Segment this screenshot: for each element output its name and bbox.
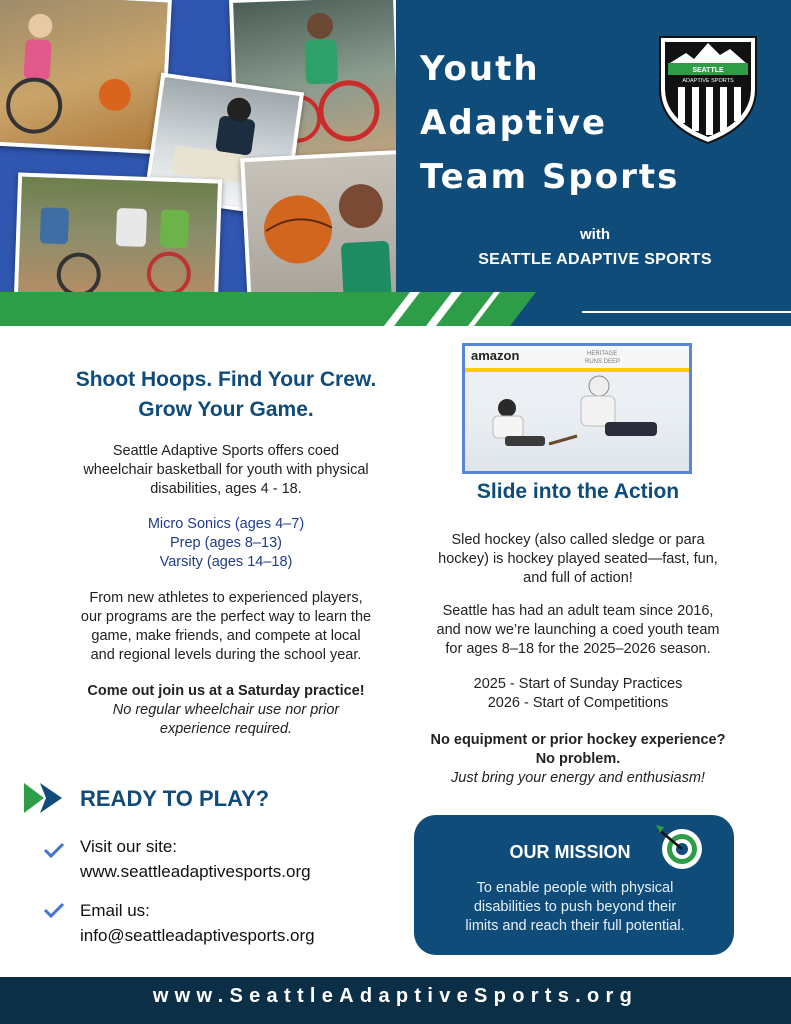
hockey-body: [410, 602, 746, 659]
cta-italic: Just bring your energy and enthusiasm!: [451, 770, 705, 786]
photo-girl-basketball: [0, 0, 172, 154]
visit-site: [80, 834, 311, 884]
hockey-heading: Slide into the Action: [476, 480, 680, 503]
mission-text: [430, 879, 720, 936]
timeline-item: 2026 - Start of Competitions: [487, 695, 669, 711]
ready-heading: READY TO PLAY?: [80, 786, 270, 811]
body-line: and regional levels during the school year.: [90, 647, 362, 663]
email-us: [80, 898, 315, 948]
basketball-heading: [40, 365, 412, 425]
mission-line: disabilities to push beyond their: [473, 899, 677, 915]
intro-line: Seattle Adaptive Sports offers coed: [112, 443, 340, 459]
intro-line: hockey) is hockey played seated—fast, fun,: [438, 551, 718, 567]
photo-girl-ball: [240, 150, 398, 292]
intro-line: wheelchair basketball for youth with physical: [83, 462, 369, 478]
green-stripe-band: [0, 292, 791, 326]
check-icon: [42, 900, 66, 920]
cta-italic-line: experience required.: [159, 721, 293, 737]
title-line-3: Team Sports: [420, 157, 680, 197]
basketball-intro: [46, 442, 406, 499]
division-item: Prep (ages 8–13): [169, 535, 283, 551]
intro-line: Sled hockey (also called sledge or para: [451, 532, 705, 548]
logo-text-top: SEATTLE: [692, 67, 724, 74]
sled-hockey-illustration: [465, 346, 689, 471]
mission-line: To enable people with physical: [476, 880, 674, 896]
body-line: game, make friends, and compete at local: [91, 628, 361, 644]
logo-text-bottom: ADAPTIVE SPORTS: [682, 78, 734, 84]
division-item: Varsity (ages 14–18): [159, 554, 293, 570]
target-icon: [654, 823, 704, 871]
division-list: [46, 515, 406, 572]
basketball-heading-line-1: Shoot Hoops. Find Your Crew.: [75, 368, 377, 391]
photo-board-text-b: HERITAGE: [587, 351, 618, 357]
body-line: Seattle has had an adult team since 2016,: [442, 603, 714, 619]
seattle-adaptive-sports-logo: [656, 33, 760, 145]
hockey-cta: [410, 731, 746, 788]
title-line-2: Adaptive: [420, 103, 608, 143]
girl-wheelchair-illustration: [0, 0, 168, 150]
photo-board-text-a: amazon: [471, 348, 520, 363]
email-label: Email us:: [80, 901, 150, 920]
website-link[interactable]: www.seattleadaptivesports.org: [80, 862, 311, 881]
email-link[interactable]: info@seattleadaptivesports.org: [80, 926, 315, 945]
division-item: Micro Sonics (ages 4–7): [147, 516, 305, 532]
timeline-item: 2025 - Start of Sunday Practices: [473, 676, 683, 692]
photo-board-text-c: RUNS DEEP: [585, 359, 621, 365]
body-line: our programs are the perfect way to learn the: [80, 609, 372, 625]
cta-bold-line: No equipment or prior hockey experience?: [430, 732, 726, 748]
mission-line: limits and reach their full potential.: [465, 918, 685, 934]
photo-group-wheelchairs: [14, 172, 222, 292]
check-icon: [42, 840, 66, 860]
basketball-body: [46, 589, 406, 665]
cta-bold: Come out join us at a Saturday practice!: [87, 683, 365, 699]
with-label: with: [580, 226, 610, 243]
body-line: and now we’re launching a coed youth team: [436, 622, 720, 638]
title-line-1: Youth: [420, 49, 540, 89]
body-line: From new athletes to experienced players,: [89, 590, 363, 606]
footer-url[interactable]: www.SeattleAdaptiveSports.org: [152, 985, 639, 1007]
cta-bold-line: No problem.: [535, 751, 621, 767]
girl-ball-illustration: [244, 154, 398, 292]
basketball-cta: [46, 682, 406, 739]
double-arrow-icon: [24, 783, 66, 813]
group-illustration: [18, 177, 218, 292]
mission-heading: OUR MISSION: [509, 842, 631, 862]
sled-hockey-photo: [462, 343, 692, 474]
intro-line: and full of action!: [523, 570, 633, 586]
org-name: SEATTLE ADAPTIVE SPORTS: [478, 251, 712, 268]
basketball-heading-line-2: Grow Your Game.: [138, 398, 314, 421]
hockey-timeline: [410, 675, 746, 713]
header-photo-collage: [0, 0, 398, 292]
intro-line: disabilities, ages 4 - 18.: [150, 481, 302, 497]
cta-italic-line: No regular wheelchair use nor prior: [112, 702, 340, 718]
body-line: for ages 8–18 for the 2025–2026 season.: [445, 641, 711, 657]
visit-label: Visit our site:: [80, 837, 178, 856]
hockey-intro: [410, 531, 746, 588]
